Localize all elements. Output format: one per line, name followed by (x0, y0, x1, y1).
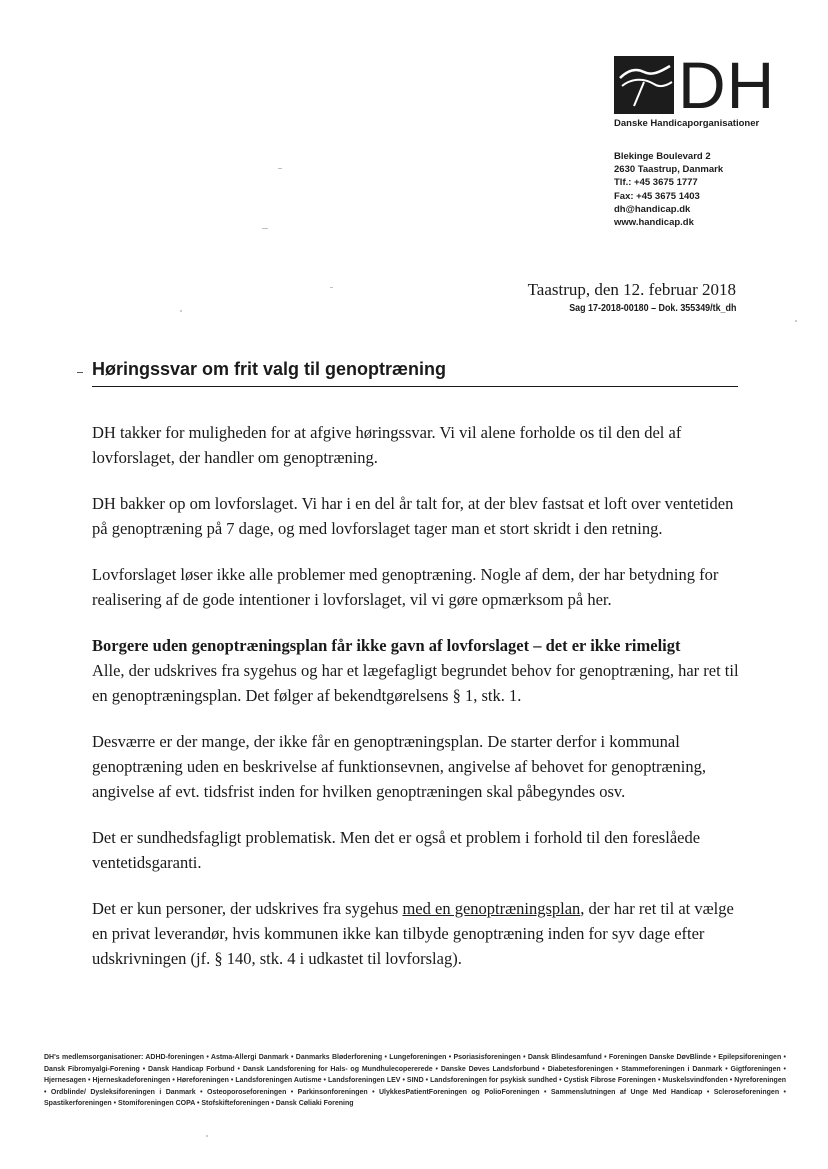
dh-logo (614, 48, 786, 129)
paragraph-support: DH bakker op om lovforslaget. Vi har i en del år talt for, at der blev fastsat et loft over ventetiden på genoptræning på 7 dage, og med lovforslaget tager man et stort skridt i den retning. (92, 494, 734, 538)
address-website: www.handicap.dk (614, 217, 694, 229)
address-phone: Tlf.: +45 3675 1777 (614, 177, 698, 189)
scan-speck (206, 1135, 208, 1137)
paragraph-private-provider (92, 896, 742, 971)
scan-speck (795, 320, 797, 322)
document-title: Høringssvar om frit valg til genoptræning (92, 357, 738, 387)
paragraph-plan-right: Alle, der udskrives fra sygehus og har et lægefagligt begrundet behov for genoptræning, har ret til en genoptræningsplan. Det følger af bekendtgørelsens § 1, stk. 1. (92, 661, 739, 705)
org-name: Danske Handicaporganisationer (614, 118, 760, 129)
letter-body (92, 420, 742, 992)
section-heading: Borgere uden genoptræningsplan får ikke gavn af lovforslaget – det er ikke rimeligt (92, 636, 681, 655)
p7-end: , der har ret til at vælge en privat leverandør, hvis kommunen ikke kan tilbyde genoptræning inden for syv dage efter udskrivningen (jf. § 140, stk. 4 i udkastet til lovforslag). (92, 899, 734, 968)
scan-speck (180, 310, 182, 312)
address-email: dh@handicap.dk (614, 203, 691, 215)
p7-underlined: med en genoptræningsplan (402, 899, 581, 918)
address-block (614, 150, 723, 229)
paragraph-many-without-plan: Desværre er der mange, der ikke får en genoptræningsplan. De starter derfor i kommunal genoptræning uden en beskrivelse af funktionsevnen, angivelse af behovet for genoptræning, angivelse af evt. tidsfrist inden for hvilken genoptræningen skal påbegyndes osv. (92, 732, 707, 801)
scan-speck (278, 168, 282, 169)
logo-letters: DH (678, 48, 776, 122)
letter-date: Taastrup, den 12. februar 2018 (527, 280, 736, 299)
address-street: Blekinge Boulevard 2 (614, 151, 711, 162)
paragraph-problematic: Det er sundhedsfagligt problematisk. Men det er også et problem i forhold til den foreslåede ventetidsgaranti. (92, 828, 701, 872)
scan-speck (330, 287, 333, 288)
dateline (528, 279, 736, 315)
dh-logo-mark-icon (614, 56, 674, 114)
member-organisations-footer: DH's medlemsorganisationer: ADHD-foreningen • Astma-Allergi Danmark • Danmarks Bløderforening • Lungeforeningen • Psoriasisforeningen • Dansk Blindesamfund • Foreningen Danske DøvBlinde • Epilepsiforeningen • Dansk Fibromyalgi-Forening • Dansk Handicap Forbund • Dansk Landsforening for Hals- og Mundhulecopererede • Danske Døves Landsforbund • Diabetesforeningen • Stammeforeningen i Danmark • Gigtforeningen • Hjernesagen • Hjerneskadeforeningen • Høreforeningen • Landsforeningen Autisme • Landsforeningen LEV • SIND • Landsforeningen for psykisk sundhed • Cystisk Fibrose Foreningen • Muskelsvindfonden • Nyreforeningen • Ordblinde/ Dysleksiforeningen i Danmark • Osteoporoseforeningen • Parkinsonforeningen • UlykkesPatientForeningen og PolioForeningen • Sammenslutningen af Unge Med Handicap • Scleroseforeningen • Spastikerforeningen • Stomiforeningen COPA • Stofskifteforeningen • Dansk Cøliaki Forening (44, 1054, 786, 1107)
address-city: 2630 Taastrup, Danmark (614, 164, 724, 176)
margin-mark (77, 372, 83, 373)
paragraph-intro: DH takker for muligheden for at afgive høringssvar. Vi vil alene forholde os til den del af lovforslaget, der handler om genoptræning. (92, 423, 682, 467)
scan-speck (262, 228, 268, 229)
paragraph-plan-section (92, 633, 742, 708)
paragraph-problems: Lovforslaget løser ikke alle problemer med genoptræning. Nogle af dem, der har betydning for realisering af de gode intentioner i lovforslaget, vil vi gøre opmærksom på her. (92, 565, 719, 609)
address-fax: Fax: +45 3675 1403 (614, 190, 700, 202)
p7-start: Det er kun personer, der udskrives fra sygehus (92, 899, 403, 918)
case-reference: Sag 17-2018-00180 – Dok. 355349/tk_dh (568, 302, 736, 314)
